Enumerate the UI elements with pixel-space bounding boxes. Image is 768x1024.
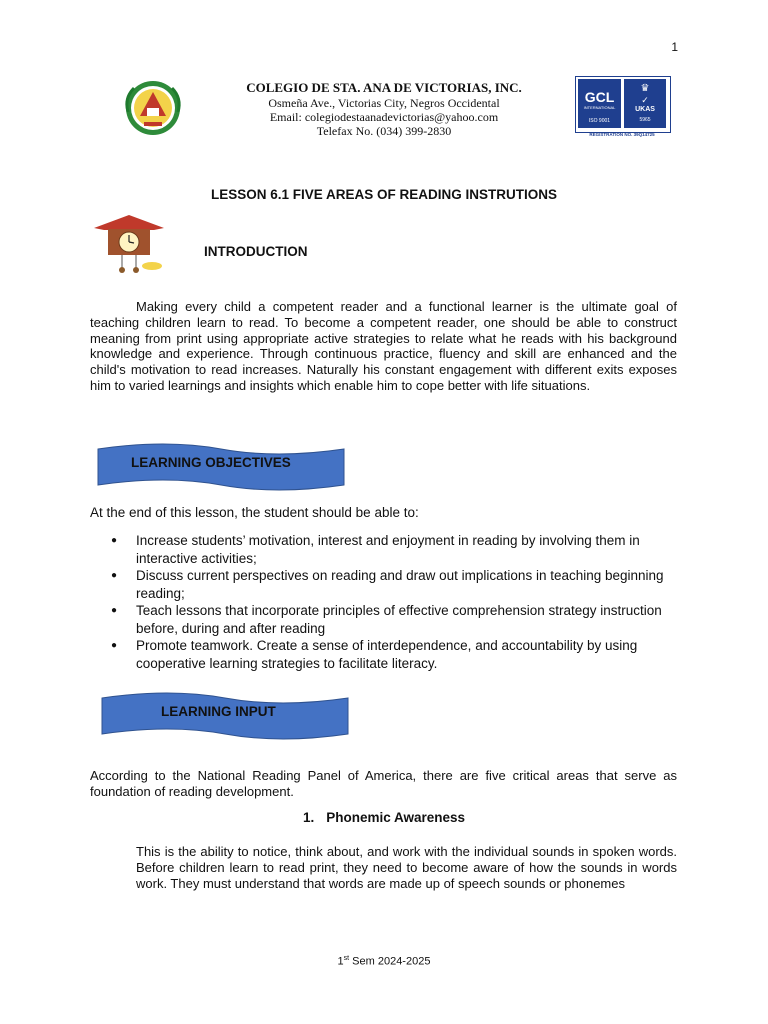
section-title: Phonemic Awareness — [326, 810, 466, 825]
list-item: ● Discuss current perspectives on reading and draw out implications in teaching beginning reading; — [108, 567, 668, 602]
page-number: 1 — [671, 40, 678, 54]
learning-input-heading: LEARNING INPUT — [161, 704, 276, 719]
objectives-list — [108, 532, 668, 672]
objectives-lead: At the end of this lesson, the student should be able to: — [90, 505, 419, 520]
introduction-heading: INTRODUCTION — [204, 244, 308, 259]
lesson-title: LESSON 6.1 FIVE AREAS OF READING INSTRUTIONS — [210, 187, 558, 202]
phonemic-awareness-paragraph: This is the ability to notice, think about, and work with the individual sounds in spoken words. Before children learn to read print, they need to become aware of how the sounds in words work. They must understand that words are made up of speech sounds or phonemes — [136, 844, 677, 891]
certification-logo: GCL INTERNATIONAL ISO 9001 ♛ ✓ UKAS 5965 REGISTRATION NO. 39Q14725 — [575, 76, 669, 140]
introduction-paragraph: Making every child a competent reader and a functional learner is the ultimate goal of teaching children learn to read. To become a competent reader, one should be able to construct meaning from print using appropriate active strategies to relate what he reads with his background knowledge and experience. Through continuous practice, fluency and skill are enhanced and the child's motivation to read increases. Naturally his constant engagement with different exits exposes him to varied learnings and insights which enable him to cope better with life situations. — [90, 299, 677, 393]
section-number: 1. — [302, 810, 315, 825]
list-item: ● Teach lessons that incorporate principles of effective comprehension strategy instruction before, during and after reading — [108, 602, 668, 637]
list-item: ● Increase students’ motivation, interest and enjoyment in reading by involving them in interactive activities; — [108, 532, 668, 567]
learning-objectives-heading: LEARNING OBJECTIVES — [131, 455, 291, 470]
school-seal-logo — [120, 78, 186, 138]
school-email: Email: colegiodestaanadevictorias@yahoo.com — [269, 110, 499, 124]
school-telefax: Telefax No. (034) 399-2830 — [316, 124, 452, 138]
crown-icon: ♛ — [640, 83, 650, 94]
section-heading — [0, 810, 768, 825]
list-item: ● Promote teamwork. Create a sense of interdependence, and accountability by using cooperative learning strategies to facilitate literacy. — [108, 637, 668, 672]
learning-input-paragraph: According to the National Reading Panel of America, there are five critical areas that serve as foundation of reading development. — [90, 768, 677, 799]
school-name: COLEGIO DE STA. ANA DE VICTORIAS, INC. — [246, 80, 522, 95]
school-header — [200, 80, 568, 138]
cuckoo-clock-icon — [92, 214, 166, 274]
page-footer: 1st Sem 2024-2025 — [337, 955, 431, 968]
school-address: Osmeña Ave., Victorias City, Negros Occidental — [268, 96, 500, 110]
